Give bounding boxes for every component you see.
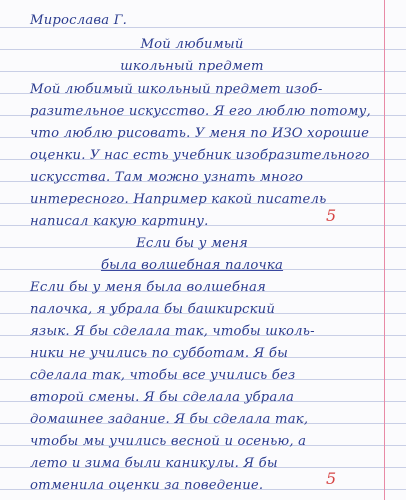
composition2-line: чтобы мы учились весной и осенью, а (30, 434, 307, 449)
composition1-line: Мой любимый школьный предмет изоб- (30, 82, 323, 97)
composition2-line: домашнее задание. Я бы сделала так, (30, 412, 309, 427)
composition1-line: что люблю рисовать. У меня по ИЗО хорошие (30, 126, 370, 141)
composition2-line: палочка, я убрала бы башкирский (30, 302, 276, 317)
composition2-line: отменила оценки за поведение. (30, 478, 264, 493)
composition1-grade: 5 (326, 206, 337, 225)
author-name: Мирослава Г. (30, 13, 128, 28)
composition2-line: лето и зима были каникулы. Я бы (30, 456, 278, 471)
composition2-grade: 5 (326, 469, 337, 488)
composition2-line: язык. Я бы сделала так, чтобы школь- (30, 324, 315, 339)
composition1-line: оценки. У нас есть учебник изобразительного (30, 148, 370, 163)
composition2-line: ники не учились по субботам. Я бы (30, 346, 289, 361)
composition1-title-line2: школьный предмет (120, 59, 264, 74)
composition1-line: разительное искусство. Я его люблю потому, (30, 104, 371, 119)
composition2-title-line1: Если бы у меня (136, 236, 248, 251)
composition2-line: сделала так, чтобы все учились без (30, 368, 296, 383)
composition2-title-line2: была волшебная палочка (100, 258, 284, 273)
margin-line (384, 0, 385, 500)
composition2-line: второй смены. Я бы сделала убрала (30, 390, 295, 405)
composition2-line: Если бы у меня была волшебная (30, 280, 266, 295)
composition1-line: интересного. Например какой писатель (30, 192, 327, 207)
composition1-line: искусства. Там можно узнать много (30, 170, 304, 185)
composition1-title-line1: Мой любимый (140, 37, 244, 52)
composition1-line: написал какую картину. (30, 214, 209, 229)
